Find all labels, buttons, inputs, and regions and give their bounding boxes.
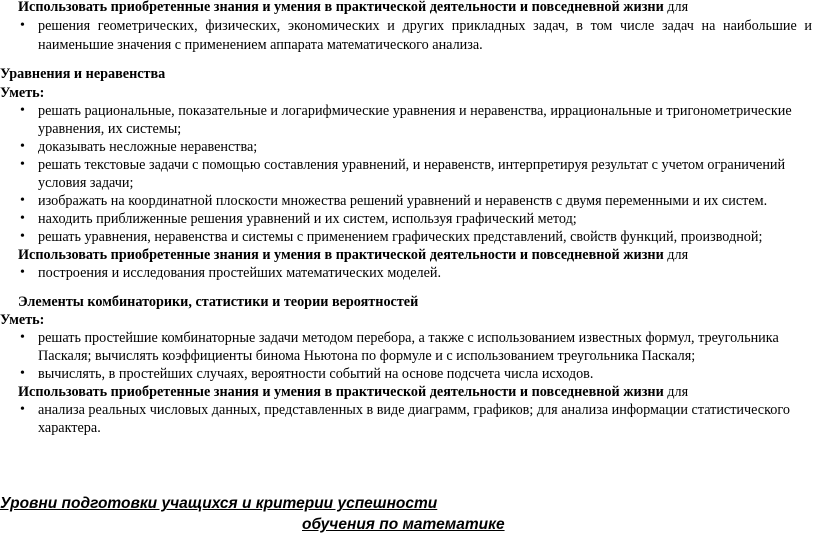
heading-tail: для: [663, 247, 689, 263]
bullet-icon: •: [20, 139, 25, 154]
list-item-line: вычислять, в простейших случаях, вероятности событий на основе подсчета числа исходов.: [38, 366, 594, 382]
section-heading: [18, 246, 688, 264]
section-title: Уравнения и неравенства: [0, 66, 166, 82]
heading-tail: для: [663, 384, 689, 400]
footer-heading-line1: Уровни подготовки учащихся и критерии успешности: [0, 495, 438, 512]
heading-bold: Использовать приобретенные знания и умения в практической деятельности и повседневной жизни: [18, 0, 664, 15]
bullet-icon: •: [20, 103, 25, 118]
list-item-line: изображать на координатной плоскости множества решений уравнений и неравенств с двумя переменными и их систем.: [38, 193, 768, 209]
list-item-line: доказывать несложные неравенства;: [38, 139, 258, 155]
bullet-icon: •: [20, 366, 25, 381]
list-item-line: уравнения, их системы;: [38, 121, 182, 137]
list-item-line: построения и исследования простейших математических моделей.: [38, 265, 442, 281]
bullet-icon: •: [20, 157, 25, 172]
heading-tail: для: [663, 0, 689, 15]
list-item-line: характера.: [38, 420, 101, 436]
bullet-icon: •: [20, 18, 25, 33]
list-item-line: решать рациональные, показательные и логарифмические уравнения и неравенства, иррациональные и тригонометрические: [38, 103, 792, 119]
list-item-line: находить приближенные решения уравнений и их систем, используя графический метод;: [38, 211, 577, 227]
list-item-line: анализа реальных числовых данных, представленных в виде диаграмм, графиков; для анализа информации статистического: [38, 402, 790, 418]
footer-heading-line2: обучения по математике: [302, 516, 505, 533]
list-item-line: решать текстовые задачи с помощью составления уравнений, и неравенств, интерпретируя результат с учетом ограничений: [38, 157, 786, 173]
bullet-icon: •: [20, 402, 25, 417]
list-item-line: условия задачи;: [38, 175, 134, 191]
bullet-icon: •: [20, 211, 25, 226]
bullet-icon: •: [20, 229, 25, 244]
bullet-icon: •: [20, 265, 25, 280]
list-item-line: решения геометрических, физических, экономических и других прикладных задач, в том числе задач на наибольшие и: [38, 18, 812, 34]
umet-label: Уметь:: [0, 312, 45, 328]
heading-bold: Использовать приобретенные знания и умения в практической деятельности и повседневной жизни: [18, 384, 664, 400]
list-item-line: решать простейшие комбинаторные задачи методом перебора, а также с использованием известных формул, треугольника: [38, 330, 779, 346]
section-heading: [18, 0, 688, 16]
list-item-line: Паскаля; вычислять коэффициенты бинома Ньютона по формуле и с использованием треугольника Паскаля;: [38, 348, 696, 364]
bullet-icon: •: [20, 193, 25, 208]
section-heading: [18, 383, 688, 401]
heading-bold: Использовать приобретенные знания и умения в практической деятельности и повседневной жизни: [18, 247, 664, 263]
list-item-line: наименьшие значения с применением аппарата математического анализа.: [38, 37, 483, 53]
bullet-icon: •: [20, 330, 25, 345]
list-item-line: решать уравнения, неравенства и системы с применением графических представлений, свойств функций, производной;: [38, 229, 763, 245]
section-title: Элементы комбинаторики, статистики и теории вероятностей: [18, 294, 419, 310]
umet-label: Уметь:: [0, 85, 45, 101]
